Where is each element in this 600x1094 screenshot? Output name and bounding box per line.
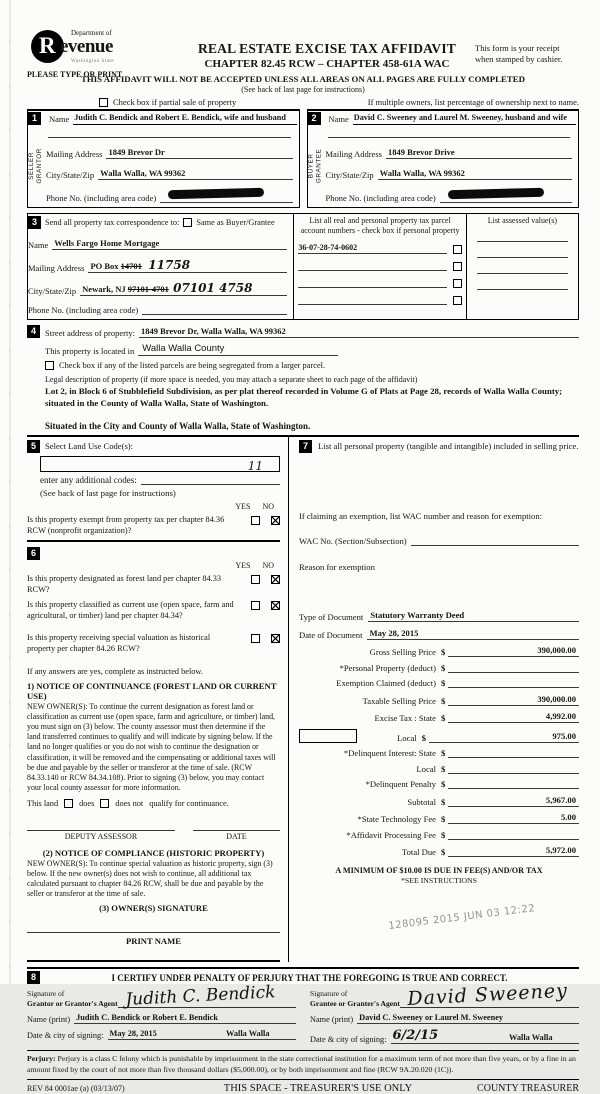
wac-number-value[interactable]	[411, 544, 579, 546]
seller-phone-value[interactable]	[160, 189, 292, 203]
seller-mailing-label: Mailing Address	[46, 149, 103, 159]
corr-phone-value[interactable]	[142, 313, 287, 315]
parcel-personal-checkbox-4[interactable]	[453, 296, 462, 305]
delinquent-interest-state-value[interactable]	[448, 748, 579, 758]
handwritten-land-use-code: 11	[247, 458, 263, 473]
buyer-phone-value[interactable]	[440, 189, 572, 203]
seller-box	[27, 109, 300, 208]
buyer-mailing-value[interactable]: 1849 Brevor Drive	[386, 147, 572, 159]
seller-mailing-value[interactable]: 1849 Brevor Dr	[106, 147, 292, 159]
grantor-signature: Judith C. Bendick	[124, 982, 276, 1011]
land-does-checkbox[interactable]	[64, 799, 73, 808]
additional-codes-label: enter any additional codes:	[40, 474, 137, 485]
yes-header-1: YES	[235, 501, 251, 511]
see-back-note-2: (See back of last page for instructions)	[40, 487, 176, 498]
form-revision-number: REV 84 0001ae (a) (03/13/07)	[27, 1084, 125, 1094]
wac-number-label: WAC No. (Section/Subsection)	[299, 535, 407, 546]
exemption-note: If claiming an exemption, list WAC number and reason for exemption:	[299, 510, 543, 521]
see-back-note: (See back of last page for instructions)	[241, 85, 365, 94]
parcel-personal-checkbox-2[interactable]	[453, 262, 462, 271]
local-tax-label: Local	[397, 732, 417, 743]
gross-selling-price-label: Gross Selling Price	[369, 647, 436, 658]
corr-city-value[interactable]: Newark, NJ 97101-4701 07101 4758	[80, 282, 287, 296]
situated-text: Situated in the City and County of Walla Walla, State of Washington.	[45, 420, 311, 431]
treasurer-date-stamp: 128095 2015 JUN 03 12:22	[387, 903, 536, 932]
logo-revenue-text: evenue	[60, 36, 113, 57]
certify-text: I CERTIFY UNDER PENALTY OF PERJURY THAT THE FOREGOING IS TRUE AND CORRECT.	[111, 972, 508, 983]
any-yes-note: If any answers are yes, complete as instructed below.	[27, 667, 203, 676]
partial-sale-checkbox[interactable]	[99, 98, 108, 107]
corr-mailing-value[interactable]: PO Box 14701 11758	[88, 259, 287, 273]
parcel-number-4[interactable]	[298, 295, 446, 305]
local-tax-value[interactable]: 975.00	[429, 731, 579, 743]
revenue-logo-block	[27, 28, 179, 79]
buyer-mailing-label: Mailing Address	[325, 149, 382, 159]
state-technology-fee-value[interactable]: 5.00	[448, 812, 579, 824]
land-does-not-checkbox[interactable]	[100, 799, 109, 808]
corr-mailing-label: Mailing Address	[28, 263, 85, 273]
reason-exemption-label: Reason for exemption	[299, 561, 375, 572]
delinquent-interest-local-value[interactable]	[448, 764, 579, 774]
acceptance-warning: THIS AFFIDAVIT WILL NOT BE ACCEPTED UNLESS ALL AREAS ON ALL PAGES ARE FULLY COMPLETED	[81, 74, 525, 84]
owner-signature-label: (3) OWNER(S) SIGNATURE	[99, 903, 208, 914]
state-technology-fee-label: *State Technology Fee	[357, 814, 436, 825]
street-address-label: Street address of property:	[45, 328, 135, 338]
section-6-number: 6	[27, 547, 40, 560]
affidavit-processing-fee-label: *Affidavit Processing Fee	[346, 829, 436, 840]
buyer-name-extra-line[interactable]	[328, 125, 571, 138]
gross-selling-price-value[interactable]: 390,000.00	[448, 645, 579, 657]
historical-no-checkbox[interactable]	[271, 634, 280, 643]
grantor-sign-city[interactable]: Walla Walla	[200, 1029, 296, 1040]
section-2-number: 2	[308, 112, 321, 125]
taxable-selling-price-value[interactable]: 390,000.00	[448, 694, 579, 706]
same-as-buyer-checkbox[interactable]	[183, 218, 192, 227]
treasurer-use-only-label: THIS SPACE - TREASURER'S USE ONLY	[223, 1083, 413, 1094]
delinquent-interest-local-label: Local	[416, 763, 436, 774]
located-in-label: This property is located in	[45, 346, 135, 356]
handwritten-po-box: 11758	[148, 258, 191, 272]
grantee-signature-block: Signature of Grantee or Granter's Agent David Sweeney Name (print) David C. Sweeney or Laurel M. Sweeney Date & city of signing: 6/2/15 Walla Walla	[310, 986, 579, 1044]
exemption-claimed-value[interactable]	[448, 678, 579, 688]
total-due-value[interactable]: 5,972.00	[448, 845, 579, 857]
forest-land-question: Is this property designated as forest land per chapter 84.33 RCW?	[27, 574, 221, 595]
affidavit-processing-fee-value[interactable]	[448, 830, 579, 840]
historical-yes-checkbox[interactable]	[251, 634, 260, 643]
handwritten-zip: 07101 4758	[173, 281, 253, 295]
corr-phone-label: Phone No. (including area code)	[28, 305, 139, 315]
type-of-document-value[interactable]: Statutory Warranty Deed	[368, 610, 579, 622]
land-use-label: Select Land Use Code(s):	[45, 441, 134, 452]
type-or-print-note: PLEASE TYPE OR PRINT	[27, 70, 123, 79]
seller-buyer-table	[27, 109, 579, 208]
treasurer-use-box	[299, 729, 357, 743]
yes-header-2: YES	[235, 561, 251, 571]
seller-phone-label: Phone No. (including area code)	[46, 193, 157, 203]
date-of-document-value[interactable]: May 28, 2015	[367, 628, 579, 640]
seller-name-value[interactable]: Judith C. Bendick and Robert E. Bendick, wife and husband	[73, 112, 296, 125]
section-3-correspondence	[27, 213, 579, 320]
type-of-document-label: Type of Document	[299, 611, 364, 622]
minimum-fee-note: A MINIMUM OF $10.00 IS DUE IN FEE(S) AND/OR TAX	[335, 866, 543, 876]
segregated-checkbox[interactable]	[45, 361, 54, 370]
subtotal-value[interactable]: 5,967.00	[448, 795, 579, 807]
print-name-label: PRINT NAME	[126, 936, 181, 947]
no-header-1: NO	[262, 501, 274, 511]
personal-property-deduct-label: *Personal Property (deduct)	[339, 662, 436, 673]
exemption-claimed-label: Exemption Claimed (deduct)	[336, 678, 436, 689]
exempt-yes-checkbox[interactable]	[251, 516, 260, 525]
assessed-value-line-1[interactable]	[477, 226, 568, 242]
corr-name-value[interactable]: Wells Fargo Home Mortgage	[52, 238, 287, 250]
notice-compliance-title: (2) NOTICE OF COMPLIANCE (HISTORIC PROPERTY)	[42, 847, 265, 858]
grantor-signature-block: Signature of Grantor or Grantor's Agent Judith C. Bendick Name (print) Judith C. Bendick or Robert E. Bendick Date & city of signing: May 28, 2015 Walla Walla	[27, 986, 296, 1044]
same-as-buyer-label: Same as Buyer/Grantee	[196, 218, 275, 227]
buyer-grantee-side-label: BUYER GRANTEE	[307, 148, 323, 184]
grantor-printed-name[interactable]: Judith C. Bendick or Robert E. Bendick	[74, 1013, 296, 1024]
grantor-sign-date[interactable]: May 28, 2015	[108, 1029, 200, 1040]
parcel-number-2[interactable]	[298, 261, 446, 271]
delinquent-penalty-value[interactable]	[448, 779, 579, 789]
partial-sale-label: Check box if partial sale of property	[113, 97, 237, 107]
total-due-label: Total Due	[401, 847, 436, 858]
buyer-phone-redaction	[448, 188, 544, 200]
qualify-post: qualify for continuance.	[149, 798, 229, 808]
no-header-2: NO	[262, 561, 274, 571]
seller-phone-redaction	[168, 188, 264, 200]
notice-compliance-text: NEW OWNER(S): To continue special valuation as historic property, sign (3) below. If the new owner(s) does not wish to continue, all additional tax calculated pursuant to chapter 84.26 RCW, shall be due and payable by the seller or transferor at the time of sale.	[27, 858, 273, 899]
personal-property-deduct-value[interactable]	[448, 663, 579, 673]
current-use-question: Is this property classified as current use (open space, farm and agricultural, or timber) land per chapter 84.34?	[27, 599, 234, 620]
parcel-number-1[interactable]: 36-07-28-74-0602	[298, 243, 446, 254]
delinquent-interest-state-label: *Delinquent Interest: State	[343, 748, 436, 759]
parcel-personal-checkbox-1[interactable]	[453, 245, 462, 254]
correspondence-label: Send all property tax correspondence to:	[45, 218, 180, 227]
seller-city-value[interactable]: Walla Walla, WA 99362	[98, 168, 292, 180]
scan-edge-artifact	[9, 0, 11, 984]
assessed-value-line-4[interactable]	[477, 274, 568, 290]
seller-name-extra-line[interactable]	[48, 125, 291, 138]
buyer-name-label: Name	[328, 113, 349, 124]
seller-grantor-side-label: SELLER GRANTOR	[28, 148, 44, 184]
form-footer	[27, 1079, 579, 1094]
delinquent-penalty-label: *Delinquent Penalty	[365, 779, 436, 790]
seller-city-label: City/State/Zip	[46, 170, 95, 180]
section-1-number: 1	[28, 112, 41, 125]
excise-tax-state-value[interactable]: 4,992.00	[448, 711, 579, 723]
logo-dept-text: Department of	[71, 29, 112, 37]
historical-question: Is this property receiving special valuation as historical property per chapter 84.26 RCW?	[27, 633, 211, 654]
buyer-name-value[interactable]: David C. Sweeney and Laurel M. Sweeney, husband and wife	[353, 112, 576, 125]
assessed-values-header: List assessed value(s)	[487, 216, 558, 225]
grantee-printed-name[interactable]: David C. Sweeney or Laurel M. Sweeney	[357, 1013, 579, 1024]
current-use-no-checkbox[interactable]	[271, 601, 280, 610]
forest-no-checkbox[interactable]	[271, 575, 280, 584]
corr-city-label: City/State/Zip	[28, 286, 77, 296]
parcel-personal-checkbox-3[interactable]	[453, 279, 462, 288]
assessor-date-label: DATE	[226, 831, 247, 841]
section-8-certification	[27, 967, 579, 1094]
buyer-city-value[interactable]: Walla Walla, WA 99362	[378, 168, 572, 180]
struck-po-box: 14701	[120, 261, 142, 271]
notice-continuance-text: NEW OWNER(S): To continue the current designation as forest land or classification as current use (open space, farm and agriculture, or timber) land, you must sign on (3) below. The county assessor must then determine if the land transferred continues to qualify and will indicate by signing below. If the land no longer qualifies or you do not wish to continue the designation or classification, it will be removed and the compensating or additional taxes will be due and payable by the seller or transferor at the time of sale. (RCW 84.33.140 or RCW 84.34.108). Prior to signing (3) below, you may contact your local county assessor for more information.	[27, 702, 276, 792]
notice-continuance-title: 1) NOTICE OF CONTINUANCE (FOREST LAND OR CURRENT USE)	[27, 681, 277, 701]
exempt-no-checkbox[interactable]	[271, 516, 280, 525]
assessed-value-line-3[interactable]	[477, 258, 568, 274]
buyer-box	[307, 109, 580, 208]
land-use-code-box[interactable]	[40, 456, 280, 472]
owner-signature-line[interactable]	[27, 913, 280, 933]
seller-name-label: Name	[49, 113, 70, 124]
left-column-bottom-rule	[27, 960, 280, 962]
see-instructions-note: *SEE INSTRUCTIONS	[400, 876, 478, 886]
parcel-number-3[interactable]	[298, 278, 446, 288]
revenue-logo-icon: R	[31, 30, 64, 63]
section-4-number: 4	[27, 325, 40, 338]
grantee-signature-line[interactable]	[400, 980, 579, 1011]
current-use-yes-checkbox[interactable]	[251, 601, 260, 610]
segregated-label: Check box if any of the listed parcels are being segregated from a larger parcel.	[59, 361, 326, 370]
perjury-notice: Perjury: Perjury is a class C felony which is punishable by imprisonment in the state correctional institution for a maximum term of not more than five years, or by a fine in an amount fixed by the court of not more than five thousand dollars ($5,000.00), or by both imprisonment and fine (RCW 9A.20.020 (1C)).	[27, 1050, 579, 1075]
taxable-selling-price-label: Taxable Selling Price	[362, 695, 436, 706]
buyer-phone-label: Phone No. (including area code)	[325, 193, 436, 203]
section-3-number: 3	[28, 216, 41, 229]
grantor-signature-line[interactable]	[118, 982, 296, 1011]
located-county-value[interactable]: Walla Walla County	[138, 343, 338, 356]
exempt-question: Is this property exempt from property tax per chapter 84.36 RCW (nonprofit organization)?	[27, 514, 225, 535]
struck-zip: 97101-4701	[127, 284, 169, 294]
grantee-sign-date-handwritten[interactable]: 6/2/15	[391, 1029, 483, 1044]
parcel-numbers-header: List all real and personal property tax parcel account numbers - check box if personal property	[300, 216, 460, 235]
receipt-note: This form is your receipt when stamped by cashier.	[475, 43, 563, 65]
section-7-number: 7	[299, 440, 312, 453]
form-title: REAL ESTATE EXCISE TAX AFFIDAVIT	[198, 41, 456, 56]
buyer-city-label: City/State/Zip	[325, 170, 374, 180]
qualify-pre: This land	[27, 798, 59, 808]
multiple-owners-note: If multiple owners, list percentage of ownership next to name.	[367, 97, 579, 107]
personal-property-label: List all personal property (tangible and intangible) included in selling price.	[318, 440, 579, 451]
excise-tax-state-label: Excise Tax : State	[374, 713, 436, 724]
legal-description-text[interactable]: Lot 2, in Block 6 of Stubblefield Subdivision, as per plat thereof recorded in Volume G of Plats at Page 28, records of Walla Walla County; situated in the County of Walla Walla, State of Washington.	[45, 386, 563, 408]
corr-name-label: Name	[28, 240, 49, 250]
section-4-property	[27, 325, 579, 437]
right-column: 7 List all personal property (tangible and intangible) included in selling price. If claiming an exemption, list WAC number and reason for exemption: WAC No. (Section/Subsection) Reason for exemption Type of Document Statutory Warranty Deed Date of Document May 28, 2015 Gross Selling Price $ 390,000.00 *Personal Property (deduct) $ Exemption Claimed (deduct) $ Taxable Selling Price $ 390,000.00 Excise Tax : State $ 4,992.00 Local $ 975.00 *Delinquent Interest: State $ Local $ *Delinquent Penalty $ Subtotal $ 5,967.00 *State Technology Fee $ 5.00 *Affidavit Processing Fee $ Total Due $ 5,972.00 A MINIMUM OF $10.00 IS DUE IN FEE(S) AND/OR TAX *SEE INSTRUCTIONS	[299, 440, 579, 886]
section-8-number: 8	[27, 971, 40, 984]
additional-codes-value[interactable]	[141, 483, 280, 485]
qualify-does: does	[79, 798, 95, 808]
date-of-document-label: Date of Document	[299, 629, 363, 640]
county-treasurer-label: COUNTY TREASURER	[477, 1083, 579, 1094]
qualify-does-not: does not	[115, 798, 144, 808]
grantee-sign-city[interactable]: Walla Walla	[483, 1033, 579, 1044]
section-5-number: 5	[27, 440, 40, 453]
grantee-signature: David Sweeney	[406, 980, 569, 1011]
street-address-value[interactable]: 1849 Brevor Dr, Walla Walla, WA 99362	[139, 326, 579, 338]
logo-washington-state: Washington State	[71, 59, 115, 64]
forest-yes-checkbox[interactable]	[251, 575, 260, 584]
legal-description-label: Legal description of property (if more space is needed, you may attach a separate sheet to each page of the affidavit)	[45, 375, 418, 384]
deputy-assessor-label: DEPUTY ASSESSOR	[64, 831, 138, 841]
assessed-value-line-2[interactable]	[477, 242, 568, 258]
subtotal-label: Subtotal	[407, 796, 436, 807]
form-subtitle: CHAPTER 82.45 RCW – CHAPTER 458-61A WAC	[204, 58, 450, 70]
left-column	[27, 437, 289, 963]
